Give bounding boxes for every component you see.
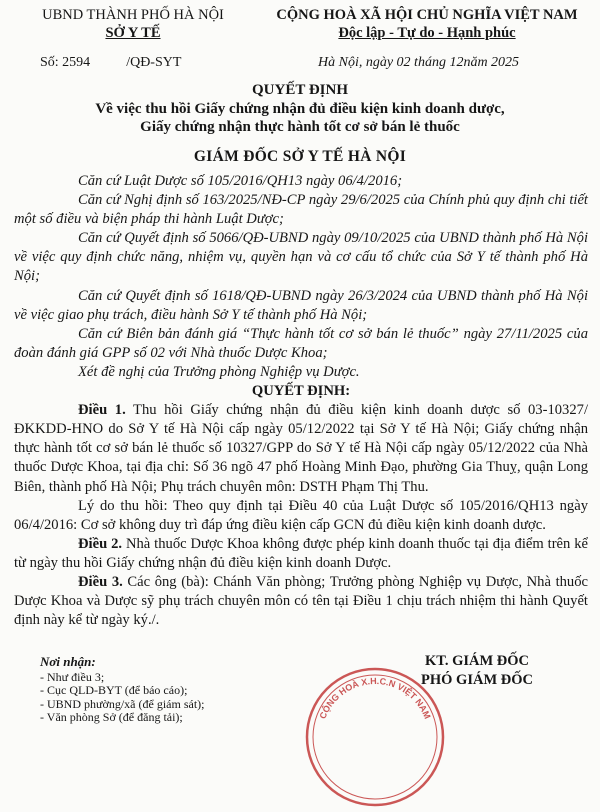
article-2 <box>14 535 588 573</box>
article-2-label: Điều 2. <box>78 535 123 552</box>
proposal-line: Xét đề nghị của Trưởng phòng Nghiệp vụ Dược. <box>78 363 360 380</box>
legal-basis-2: Căn cứ Nghị định số 163/2025/NĐ-CP ngày 29/6/2025 của Chính phủ quy định chi tiết một số điều và biện pháp thi hành Luật Dược; <box>14 192 588 228</box>
document-number <box>40 55 181 71</box>
recipient-item: - Cục QLD-BYT (để báo cáo); <box>40 683 188 697</box>
seal-text: CỘNG HOÀ X.H.C.N VIỆT NAM <box>317 675 433 721</box>
org-line-department: SỞ Y TẾ <box>105 25 161 41</box>
signature-position: PHÓ GIÁM ĐỐC <box>421 672 533 688</box>
article-3-text: Các ông (bà): Chánh Văn phòng; Trưởng phòng Nghiệp vụ Dược, Nhà thuốc Dược Khoa và Dược sỹ phụ trách chuyên môn có tên tại Điều 1 chịu trách nhiệm thi hành Quyết định này kể từ ngày ký./. <box>14 573 588 629</box>
document-title: QUYẾT ĐỊNH <box>252 82 348 98</box>
subtitle-line-1: Về việc thu hồi Giấy chứng nhận đủ điều kiện kinh doanh dược, <box>95 101 505 117</box>
signature-block <box>372 652 582 690</box>
signature-title: KT. GIÁM ĐỐC <box>424 653 530 669</box>
recipients-heading: Nơi nhận: <box>40 654 96 669</box>
national-motto: Độc lập - Tự do - Hạnh phúc <box>338 25 516 41</box>
recipient-item: - Văn phòng Sở (để đăng tải); <box>40 710 183 724</box>
legal-basis-1: Căn cứ Luật Dược số 105/2016/QH13 ngày 06/4/2016; <box>78 173 403 189</box>
article-1-text: Thu hồi Giấy chứng nhận đủ điều kiện kinh doanh dược số 03-10327/ĐKKDD-HNO do Sở Y tế Hà Nội cấp ngày 05/12/2022 tại Sở Y tế Hà Nội; Giấy chứng nhận thực hành tốt cơ sở bán lẻ thuốc số 10327/GPP do Sở Y tế Hà Nội cấp ngày 05/12/2022 của Nhà thuốc Dược Khoa, tại địa chỉ: Số 36 ngõ 47 phố Hoàng Minh Đạo, phường Gia Thuỵ, quận Long Biên, thành phố Hà Nội; Phụ trách chuyên môn: DSTH Phạm Thị Thu. <box>14 402 588 495</box>
doc-number-suffix: /QĐ-SYT <box>126 55 182 70</box>
legal-basis-4: Căn cứ Quyết định số 1618/QĐ-UBND ngày 26/3/2024 của UBND thành phố Hà Nội về việc giao phụ trách, điều hành Sở Y tế thành phố Hà Nội; <box>14 287 588 323</box>
decision-heading: QUYẾT ĐỊNH: <box>251 383 351 400</box>
recipient-item: - Như điều 3; <box>40 669 105 684</box>
recipients-block <box>40 655 204 725</box>
article-3 <box>14 573 588 630</box>
issuing-organization <box>18 6 248 42</box>
document-body <box>14 172 588 630</box>
article-2-text: Nhà thuốc Dược Khoa không được phép kinh doanh thuốc tại địa điểm trên kể từ ngày thu hồi Giấy chứng nhận đủ điều kiện kinh doanh Dược. <box>14 535 589 571</box>
place-date: Hà Nội, ngày 02 tháng 12năm 2025 <box>318 55 520 70</box>
national-heading <box>262 6 592 42</box>
article-1-label: Điều 1. <box>78 402 126 419</box>
doc-number-label: Số: 2594 <box>40 55 91 70</box>
article-3-label: Điều 3. <box>78 573 123 590</box>
org-line-city: UBND THÀNH PHỐ HÀ NỘI <box>42 7 224 23</box>
subtitle-line-2: Giấy chứng nhận thực hành tốt cơ sở bán lẻ thuốc <box>140 119 460 135</box>
issuing-authority: GIÁM ĐỐC SỞ Y TẾ HÀ NỘI <box>193 148 407 165</box>
recipient-item: - UBND phường/xã (để giám sát); <box>40 696 205 711</box>
legal-basis-5: Căn cứ Biên bản đánh giá “Thực hành tốt cơ sở bán lẻ thuốc” ngày 27/11/2025 của đoàn đánh giá GPP số 02 với Nhà thuốc Dược Khoa; <box>14 325 588 361</box>
legal-basis-3: Căn cứ Quyết định số 5066/QĐ-UBND ngày 09/10/2025 của UBND thành phố Hà Nội về việc quy định chức năng, nhiệm vụ, quyền hạn và cơ cấu tổ chức của Sở Y tế thành phố Hà Nội; <box>14 230 588 285</box>
nation-name: CỘNG HOÀ XÃ HỘI CHỦ NGHĨA VIỆT NAM <box>276 7 578 23</box>
revocation-reason: Lý do thu hồi: Theo quy định tại Điều 40 của Luật Dược số 105/2016/QH13 ngày 06/4/2016: Cơ sở không duy trì đáp ứng điều kiện cấp GCN đủ điều kiện kinh doanh dược. <box>14 497 588 533</box>
document-subtitle <box>0 100 600 136</box>
article-1 <box>14 401 588 496</box>
